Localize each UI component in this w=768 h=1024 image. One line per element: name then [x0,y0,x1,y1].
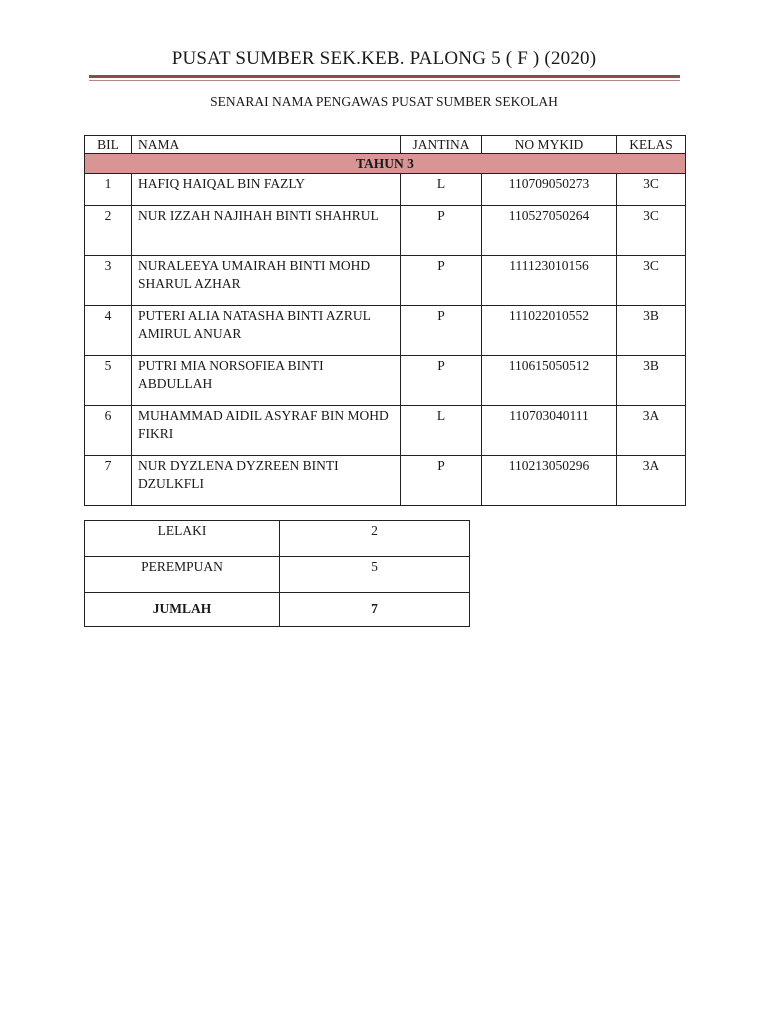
cell-mykid: 111123010156 [482,256,617,306]
col-header-jantina: JANTINA [401,136,482,154]
section-row [85,154,686,174]
cell-bil: 5 [85,356,132,406]
cell-mykid: 110709050273 [482,174,617,206]
col-header-mykid: NO MYKID [482,136,617,154]
cell-nama: NUR IZZAH NAJIHAH BINTI SHAHRUL [132,206,401,256]
cell-jantina: P [401,256,482,306]
summary-label: JUMLAH [85,593,280,627]
table-row [85,356,686,406]
cell-kelas: 3A [617,456,686,506]
cell-jantina: P [401,306,482,356]
col-header-bil: BIL [85,136,132,154]
cell-kelas: 3C [617,256,686,306]
table-row [85,456,686,506]
cell-mykid: 110615050512 [482,356,617,406]
cell-bil: 3 [85,256,132,306]
cell-nama: MUHAMMAD AIDIL ASYRAF BIN MOHD FIKRI [132,406,401,456]
cell-nama: NURALEEYA UMAIRAH BINTI MOHD SHARUL AZHAR [132,256,401,306]
cell-kelas: 3C [617,206,686,256]
title-divider [89,75,680,78]
cell-bil: 4 [85,306,132,356]
summary-value: 5 [280,557,470,593]
table-row [85,306,686,356]
summary-label: LELAKI [85,521,280,557]
summary-row-perempuan [85,557,470,593]
cell-mykid: 110213050296 [482,456,617,506]
summary-label: PEREMPUAN [85,557,280,593]
section-label: TAHUN 3 [85,154,686,174]
cell-mykid: 111022010552 [482,306,617,356]
cell-bil: 1 [85,174,132,206]
summary-table [84,520,470,627]
cell-kelas: 3A [617,406,686,456]
page-title: PUSAT SUMBER SEK.KEB. PALONG 5 ( F ) (2020) [171,48,597,69]
table-row [85,206,686,256]
page-subtitle: SENARAI NAMA PENGAWAS PUSAT SUMBER SEKOLAH [210,94,558,109]
cell-jantina: P [401,356,482,406]
summary-value: 7 [280,593,470,627]
cell-mykid: 110703040111 [482,406,617,456]
cell-bil: 6 [85,406,132,456]
summary-row-jumlah [85,593,470,627]
title-divider-thin [89,80,680,81]
cell-nama: NUR DYZLENA DYZREEN BINTI DZULKFLI [132,456,401,506]
cell-jantina: P [401,456,482,506]
cell-jantina: P [401,206,482,256]
cell-kelas: 3C [617,174,686,206]
table-row [85,406,686,456]
prefect-table [84,135,686,506]
cell-bil: 7 [85,456,132,506]
table-row [85,174,686,206]
summary-row-lelaki [85,521,470,557]
cell-kelas: 3B [617,356,686,406]
cell-bil: 2 [85,206,132,256]
col-header-kelas: KELAS [617,136,686,154]
cell-jantina: L [401,406,482,456]
summary-value: 2 [280,521,470,557]
cell-nama: PUTRI MIA NORSOFIEA BINTI ABDULLAH [132,356,401,406]
cell-kelas: 3B [617,306,686,356]
cell-mykid: 110527050264 [482,206,617,256]
cell-nama: HAFIQ HAIQAL BIN FAZLY [132,174,401,206]
table-header-row [85,136,686,154]
table-row [85,256,686,306]
cell-nama: PUTERI ALIA NATASHA BINTI AZRUL AMIRUL ANUAR [132,306,401,356]
cell-jantina: L [401,174,482,206]
col-header-nama: NAMA [132,136,401,154]
